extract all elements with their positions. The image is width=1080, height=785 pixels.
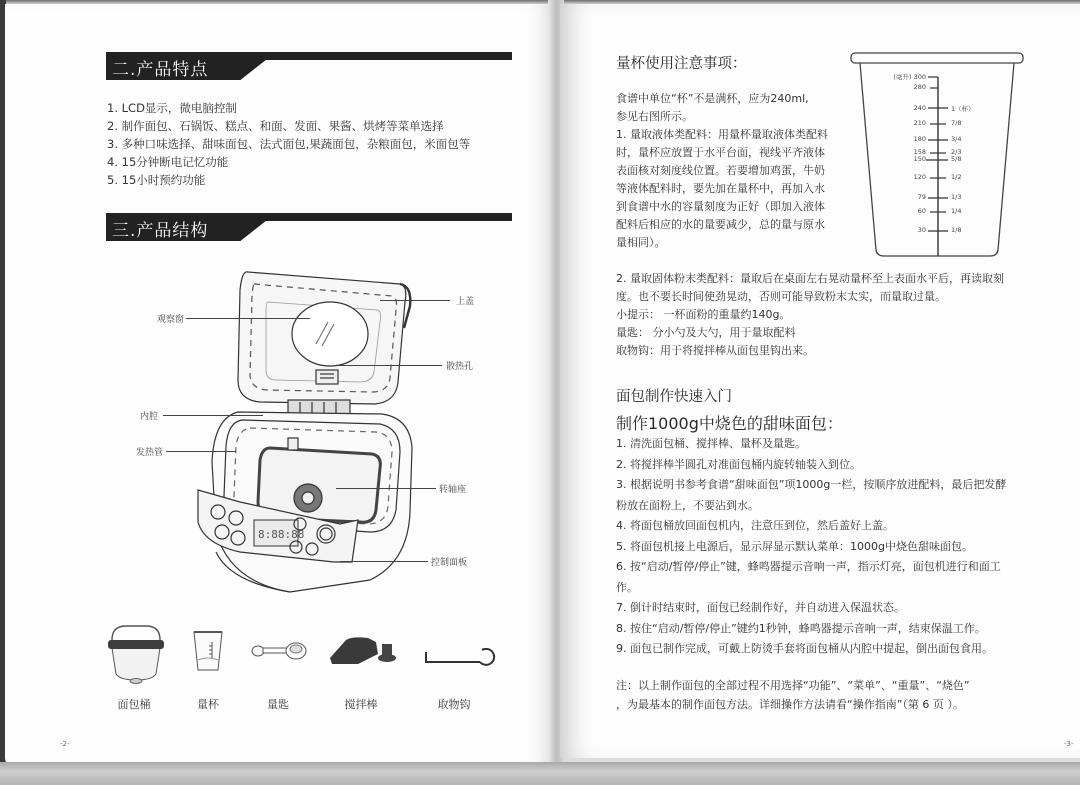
kneading-paddle-icon [328,634,400,670]
cup-notice-body-2 [616,270,1031,360]
text-line: 配料后相应的水的量要减少，总的量与原水 [616,218,825,231]
text-line: 食谱中单位“杯”不是满杯，应为240ml, [616,92,809,105]
cup-tick: 1/2 [951,173,962,181]
measuring-spoon-icon [250,640,310,662]
label-heater: 发热管 [136,448,164,458]
section-header-features [106,52,512,80]
ml-tick: 60 [917,207,926,215]
cup-tick: 5/8 [951,155,962,163]
ml-tick: 158 [913,148,926,156]
unit-text: (毫升) [893,73,912,81]
text-line: 取物钩：用于将搅拌棒从面包里钩出来。 [616,344,814,357]
step-line: 2. 将搅拌棒半圆孔对准面包桶内旋转轴装入到位。 [616,457,861,471]
leader-line [336,488,436,489]
cup-tick: 1/3 [951,193,962,201]
text-line: 等液体配料时，要先加在量杯中，再加入水 [616,182,825,195]
accessory-label: 搅拌棒 [344,698,378,711]
ml-tick: 79 [917,193,926,201]
note-line: 注：以上制作面包的全部过程不用选择“功能”、“菜单”、“重量”、“烧色” [616,679,970,692]
text-line: 量相同）。 [616,236,666,249]
leader-line [380,300,450,301]
label-control-panel: 控制面板 [431,558,468,568]
note-line: ，为最基本的制作面包方法。详细操作方法请看“操作指南”（第 6 页 ）。 [616,698,964,711]
label-lid: 上盖 [456,297,475,307]
leader-line [186,318,310,319]
ml-tick: 150 [913,155,926,163]
cup-tick: 1（杯） [951,105,975,113]
leader-line [166,451,236,452]
bread-pan-icon [104,620,166,684]
cup-unit-label [880,72,926,81]
cup-tick: 3/4 [951,135,962,143]
accessory-label: 面包桶 [117,698,151,711]
cup-tick: 1/4 [951,207,962,215]
accessory-label: 取物钩 [437,698,471,711]
text-line: 参见右图所示。 [616,110,693,123]
section-header-structure [106,213,512,241]
ml-tick: 210 [913,119,926,127]
text-line: 小提示： 一杯面粉的重量约140g。 [616,308,791,321]
feature-item: 1. LCD显示，微电脑控制 [107,101,237,115]
ml-tick: 280 [913,83,926,91]
leader-line [338,365,442,366]
quick-start-title: 面包制作快速入门 [616,389,732,405]
section-title: 二.产品特点 [112,60,209,80]
text-line: 时，量杯应放置于水平台面，视线平齐液体 [616,146,825,159]
svg-text:8:88:88: 8:88:88 [258,528,305,541]
section-title: 三.产品结构 [112,221,209,241]
step-line: 粉放在面粉上，不要沾到水。 [616,498,759,512]
cup-notice-body [616,90,836,252]
ml-tick: 240 [913,104,926,112]
quick-start-subtitle: 制作1000g中烧色的甜味面包： [616,414,843,433]
text-line: 度。也不要长时间使劲晃动，否则可能导致粉末太实，而量取过量。 [616,290,946,303]
feature-item: 4. 15分钟断电记忆功能 [107,155,229,169]
ml-tick: 180 [913,135,926,143]
ml-tick: 30 [917,226,926,234]
label-shaft-seat: 转轴座 [439,485,467,495]
cup-tick: 7/8 [951,119,962,127]
scan-bottom-edge [0,762,1080,785]
step-line: 1. 清洗面包桶、搅拌棒、量杯及量匙。 [616,437,806,450]
accessory-label: 量杯 [197,698,219,711]
ml-tick: 300 [913,73,926,81]
cup-notice-title: 量杯使用注意事项： [616,56,747,72]
step-line: 3. 根据说明书参考食谱“甜味面包”项1000g一栏，按顺序放进配料，最后把发酵 [616,478,1007,491]
step-line: 7. 倒计时结束时，面包已经制作好，并自动进入保温状态。 [616,601,905,614]
text-line: 2. 量取固体粉末类配料：量取后在桌面左右晃动量杯至上表面水平后，再读取刻 [616,272,1004,285]
step-line: 4. 将面包桶放回面包机内，注意压到位，然后盖好上盖。 [616,519,894,532]
text-line: 到食谱中水的容量刻度为正好（即加入液体 [616,200,825,213]
feature-item: 5. 15小时预约功能 [107,173,206,187]
page-number-right: -3- [1064,740,1074,748]
cup-tick: 2/3 [951,148,962,156]
label-window: 观察窗 [157,315,185,325]
step-line: 6. 按“启动/暂停/停止”键，蜂鸣器提示音响一声，指示灯亮，面包机进行和面工 [616,560,1001,573]
text-line: 1. 量取液体类配料：用量杯量取液体类配料 [616,128,828,141]
cup-tick: 1/8 [951,226,962,234]
feature-item: 3. 多种口味选择、甜味面包、法式面包,果蔬面包，杂粮面包，米面包等 [107,137,471,151]
page-number-left: -2- [60,740,70,748]
measuring-cup-scale-diagram [848,50,1028,260]
features-list [107,99,470,189]
label-cavity: 内腔 [140,412,159,422]
hook-icon [424,648,496,676]
label-vent: 散热孔 [446,362,474,372]
step-line: 9. 面包已制作完成，可戴上防烫手套将面包桶从内腔中提起，倒出面包食用。 [616,642,993,655]
step-line: 8. 按住“启动/暂停/停止”键约1秒钟，蜂鸣器提示音响一声，结束保温工作。 [616,621,986,635]
quick-start-note [616,676,1031,714]
text-line: 量匙： 分小勺及大勺，用于量取配料 [616,326,796,339]
accessory-label: 量匙 [267,698,289,711]
text-line: 表面核对刻度线位置。若要增加鸡蛋，牛奶 [616,164,825,177]
quick-start-steps [616,434,1031,660]
leader-line [340,561,428,562]
ml-tick: 120 [913,173,926,181]
feature-item: 2. 制作面包、石锅饭、糕点、和面、发面、果酱、烘烤等菜单选择 [107,119,444,133]
step-line: 5. 将面包机接上电源后，显示屏显示默认菜单：1000g中烧色甜味面包。 [616,539,973,553]
leader-line [163,415,263,416]
step-line: 作。 [616,580,638,594]
measuring-cup-icon [190,628,226,674]
